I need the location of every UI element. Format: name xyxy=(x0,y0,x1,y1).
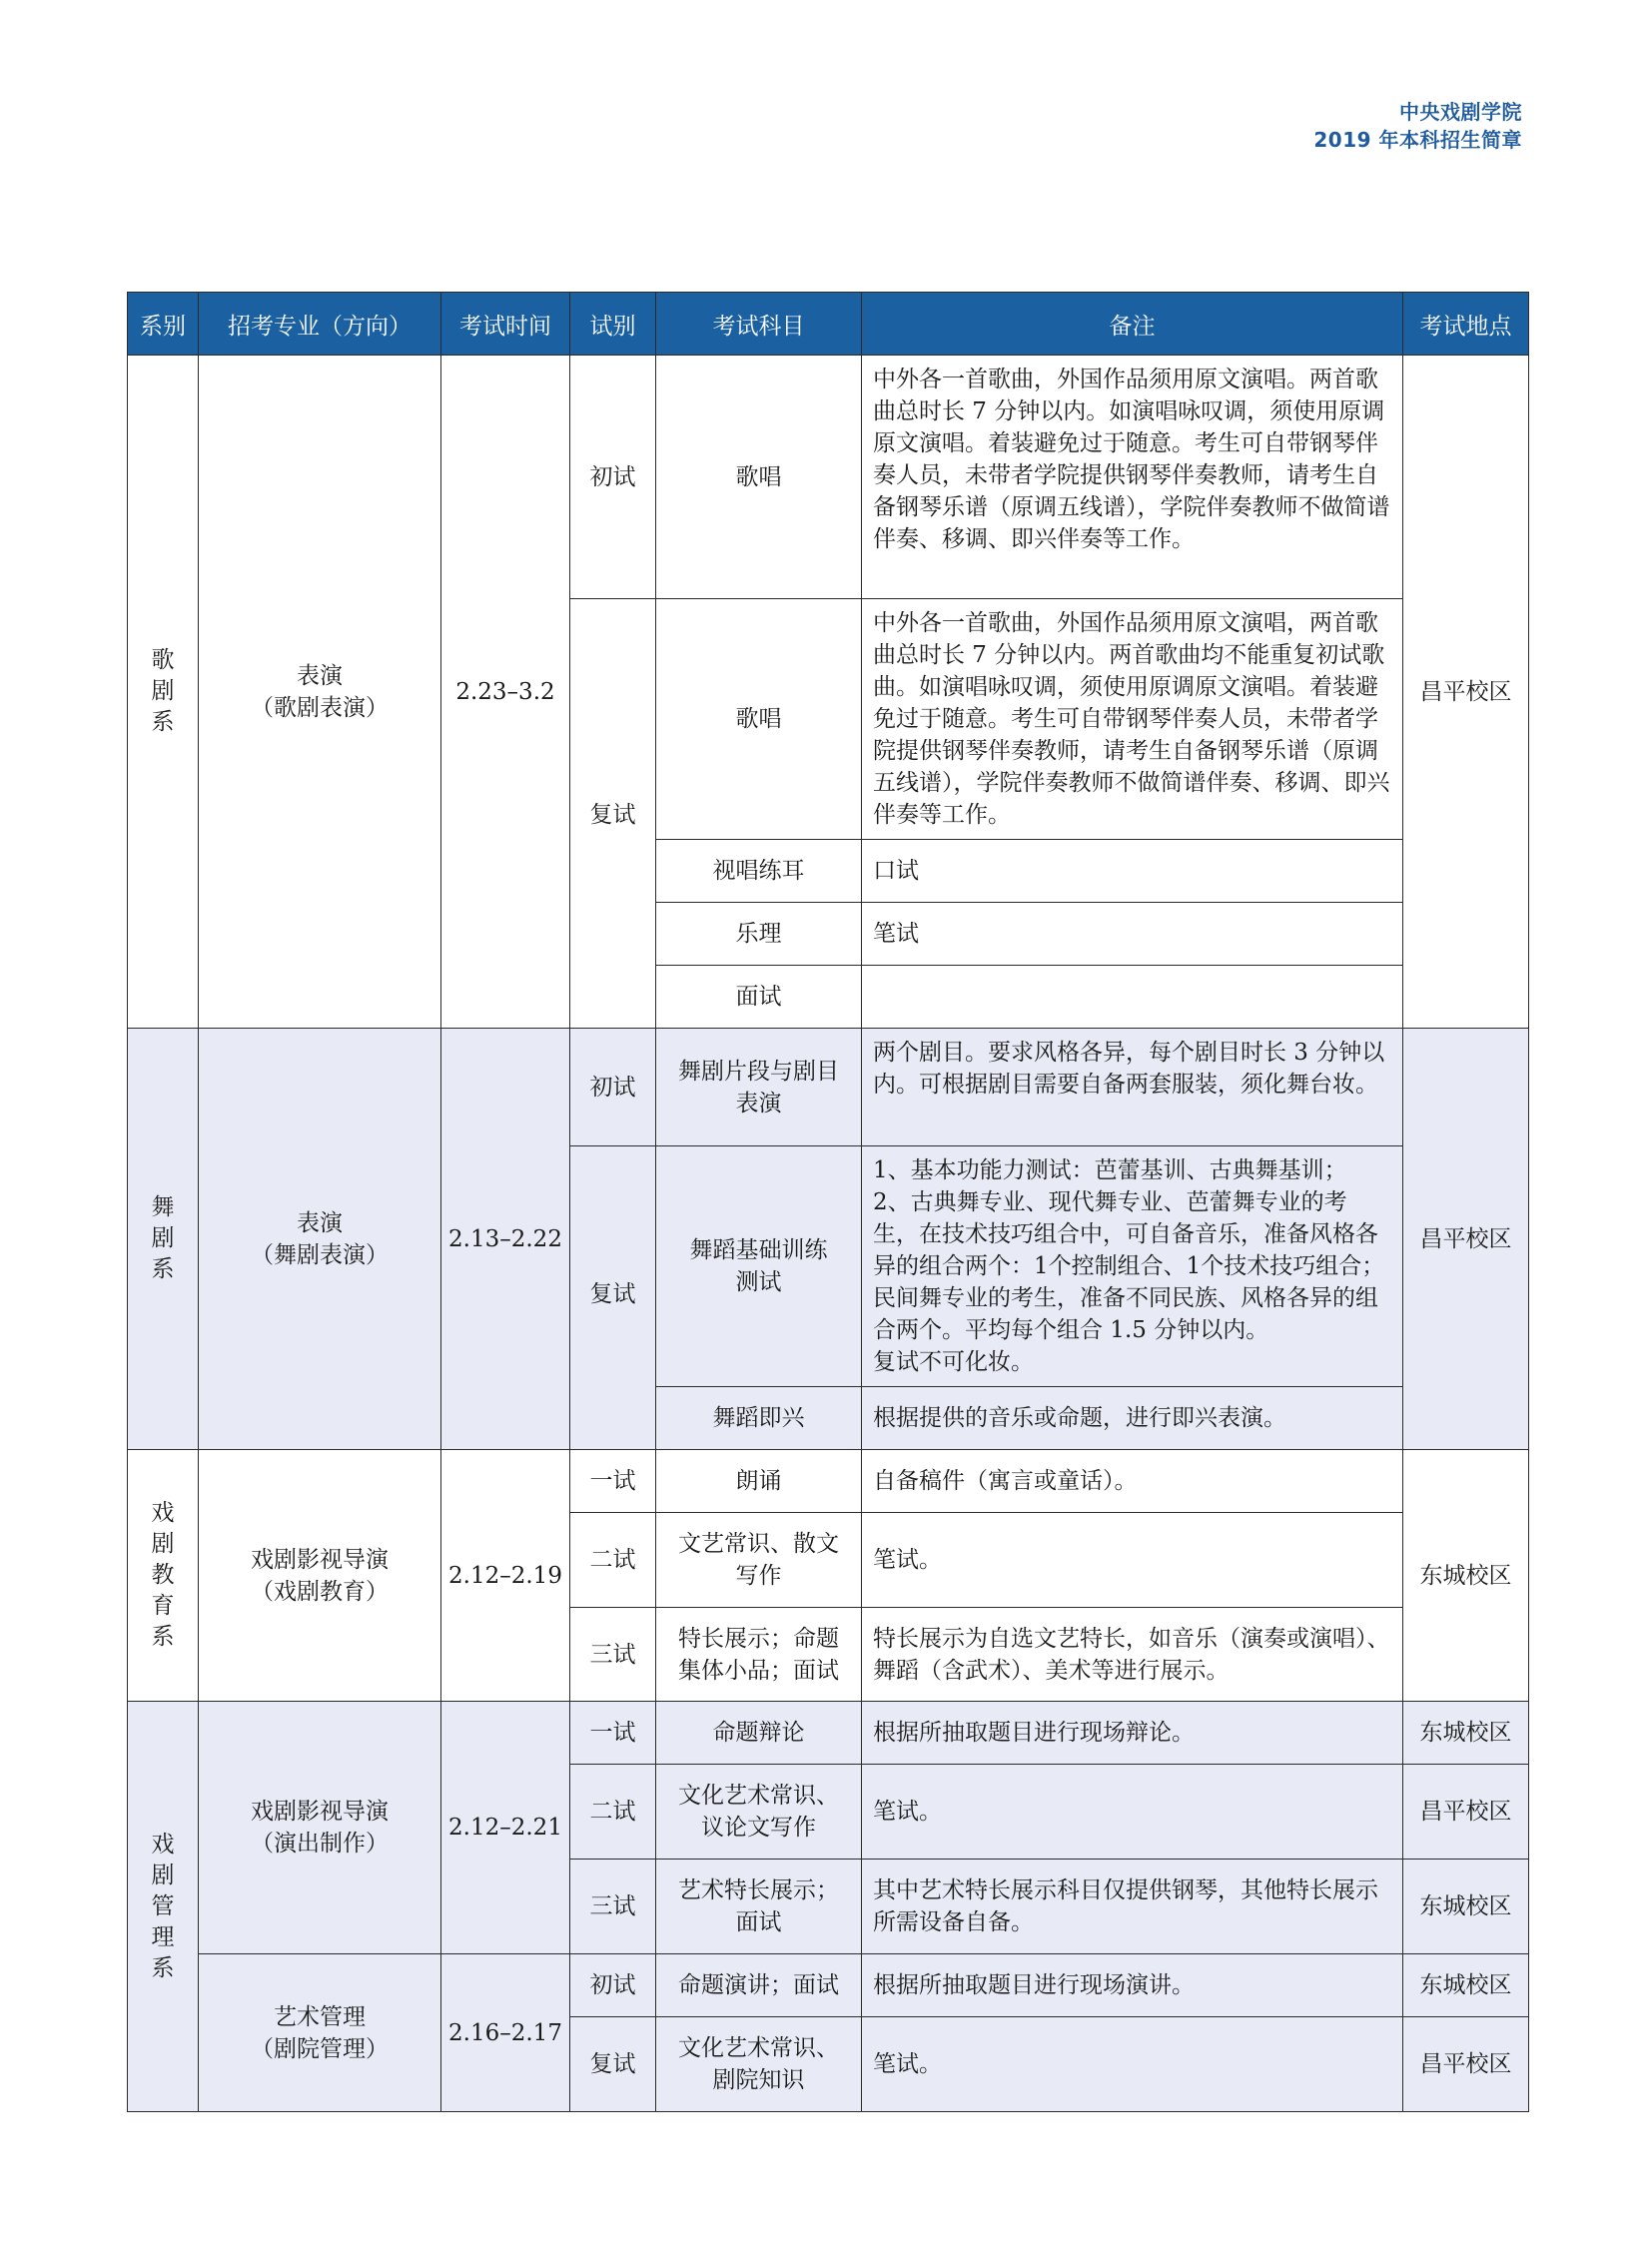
col-header-note: 备注 xyxy=(862,293,1403,356)
subject-cell: 舞蹈基础训练 测试 xyxy=(656,1146,862,1387)
major-cell: 戏剧影视导演 （演出制作） xyxy=(199,1702,441,1954)
major-cell: 艺术管理 （剧院管理） xyxy=(199,1954,441,2112)
table-row xyxy=(128,1702,1529,1765)
round-cell: 一试 xyxy=(570,1450,656,1513)
round-cell: 三试 xyxy=(570,1608,656,1702)
location-cell: 昌平校区 xyxy=(1403,356,1529,1029)
education-section xyxy=(128,1450,1529,1702)
note-cell: 笔试。 xyxy=(862,2017,1403,2112)
subject-cell: 命题辩论 xyxy=(656,1702,862,1765)
note-cell: 自备稿件（寓言或童话）。 xyxy=(862,1450,1403,1513)
table-row xyxy=(128,1954,1529,2017)
round-cell: 一试 xyxy=(570,1702,656,1765)
subject-cell: 艺术特长展示； 面试 xyxy=(656,1860,862,1954)
subject-cell: 文化艺术常识、 剧院知识 xyxy=(656,2017,862,2112)
round-cell: 初试 xyxy=(570,1954,656,2017)
location-cell: 东城校区 xyxy=(1403,1860,1529,1954)
note-cell: 1、基本功能力测试：芭蕾基训、古典舞基训； 2、古典舞专业、现代舞专业、芭蕾舞专业的考生，在技术技巧组合中，可自备音乐，准备风格各异的组合两个：1个控制组合、1个技术技巧组合；民间舞专业的考生，准备不同民族、风格各异的组合两个。平均每个组合 1.5 分钟以内。 复试不可化妆。 xyxy=(862,1146,1403,1387)
col-header-major: 招考专业（方向） xyxy=(199,293,441,356)
page-header xyxy=(1313,98,1522,154)
note-cell: 笔试 xyxy=(862,903,1403,966)
col-header-dept: 系别 xyxy=(128,293,199,356)
round-cell: 二试 xyxy=(570,1765,656,1860)
round-cell: 初试 xyxy=(570,356,656,599)
time-cell: 2.12–2.21 xyxy=(441,1702,570,1954)
note-cell: 笔试。 xyxy=(862,1513,1403,1608)
location-cell: 东城校区 xyxy=(1403,1702,1529,1765)
document-title: 2019 年本科招生简章 xyxy=(1313,128,1522,152)
subject-cell: 朗诵 xyxy=(656,1450,862,1513)
time-cell: 2.16–2.17 xyxy=(441,1954,570,2112)
dept-cell xyxy=(128,1702,199,2112)
note-cell: 中外各一首歌曲，外国作品须用原文演唱，两首歌曲总时长 7 分钟以内。两首歌曲均不能重复初试歌曲。如演唱咏叹调，须使用原调原文演唱。着装避免过于随意。考生可自带钢琴伴奏人员，未带者学院提供钢琴伴奏教师，请考生自备钢琴乐谱（原调五线谱），学院伴奏教师不做简谱伴奏、移调、即兴伴奏等工作。 xyxy=(862,599,1403,840)
time-cell: 2.12–2.19 xyxy=(441,1450,570,1702)
location-cell: 东城校区 xyxy=(1403,1954,1529,2017)
major-cell: 表演 （歌剧表演） xyxy=(199,356,441,1029)
note-cell: 根据所抽取题目进行现场辩论。 xyxy=(862,1702,1403,1765)
dept-cell xyxy=(128,1450,199,1702)
round-cell: 三试 xyxy=(570,1860,656,1954)
dance-section xyxy=(128,1029,1529,1450)
subject-cell: 特长展示；命题 集体小品；面试 xyxy=(656,1608,862,1702)
dept-name: 戏剧管理系 xyxy=(151,1831,175,1981)
subject-cell: 面试 xyxy=(656,966,862,1029)
dept-name: 歌剧系 xyxy=(151,647,175,735)
table-header-row xyxy=(128,293,1529,356)
location-cell: 昌平校区 xyxy=(1403,1765,1529,1860)
table-row xyxy=(128,1029,1529,1146)
time-cell: 2.13–2.22 xyxy=(441,1029,570,1450)
time-cell: 2.23–3.2 xyxy=(441,356,570,1029)
table-row xyxy=(128,356,1529,599)
note-cell: 中外各一首歌曲，外国作品须用原文演唱。两首歌曲总时长 7 分钟以内。如演唱咏叹调，须使用原调原文演唱。着装避免过于随意。考生可自带钢琴伴奏人员，未带者学院提供钢琴伴奏教师，请考生自备钢琴乐谱（原调五线谱），学院伴奏教师不做简谱伴奏、移调、即兴伴奏等工作。 xyxy=(862,356,1403,599)
subject-cell: 视唱练耳 xyxy=(656,840,862,903)
col-header-round: 试别 xyxy=(570,293,656,356)
admission-table xyxy=(127,292,1529,2112)
dept-name: 舞剧系 xyxy=(151,1194,175,1282)
note-cell: 两个剧目。要求风格各异，每个剧目时长 3 分钟以内。可根据剧目需要自备两套服装，须化舞台妆。 xyxy=(862,1029,1403,1146)
subject-cell: 文艺常识、散文 写作 xyxy=(656,1513,862,1608)
round-cell: 复试 xyxy=(570,2017,656,2112)
round-cell: 初试 xyxy=(570,1029,656,1146)
subject-cell: 乐理 xyxy=(656,903,862,966)
round-cell: 复试 xyxy=(570,599,656,1029)
subject-cell: 歌唱 xyxy=(656,356,862,599)
major-cell: 表演 （舞剧表演） xyxy=(199,1029,441,1450)
note-cell: 口试 xyxy=(862,840,1403,903)
location-cell: 东城校区 xyxy=(1403,1450,1529,1702)
opera-section xyxy=(128,356,1529,1029)
note-cell: 特长展示为自选文艺特长，如音乐（演奏或演唱）、舞蹈（含武术）、美术等进行展示。 xyxy=(862,1608,1403,1702)
col-header-time: 考试时间 xyxy=(441,293,570,356)
note-cell: 根据所抽取题目进行现场演讲。 xyxy=(862,1954,1403,2017)
location-cell: 昌平校区 xyxy=(1403,1029,1529,1450)
dept-cell xyxy=(128,1029,199,1450)
round-cell: 复试 xyxy=(570,1146,656,1450)
dept-cell xyxy=(128,356,199,1029)
subject-cell: 舞蹈即兴 xyxy=(656,1387,862,1450)
school-name: 中央戏剧学院 xyxy=(1399,100,1522,124)
col-header-subject: 考试科目 xyxy=(656,293,862,356)
col-header-location: 考试地点 xyxy=(1403,293,1529,356)
major-cell: 戏剧影视导演 （戏剧教育） xyxy=(199,1450,441,1702)
dept-name: 戏剧教育系 xyxy=(151,1500,175,1650)
table-row xyxy=(128,1450,1529,1513)
subject-cell: 命题演讲；面试 xyxy=(656,1954,862,2017)
note-cell: 其中艺术特长展示科目仅提供钢琴，其他特长展示所需设备自备。 xyxy=(862,1860,1403,1954)
location-cell: 昌平校区 xyxy=(1403,2017,1529,2112)
subject-cell: 舞剧片段与剧目 表演 xyxy=(656,1029,862,1146)
round-cell: 二试 xyxy=(570,1513,656,1608)
note-cell: 笔试。 xyxy=(862,1765,1403,1860)
subject-cell: 文化艺术常识、 议论文写作 xyxy=(656,1765,862,1860)
note-cell: 根据提供的音乐或命题，进行即兴表演。 xyxy=(862,1387,1403,1450)
note-cell xyxy=(862,966,1403,1029)
management-section xyxy=(128,1702,1529,2112)
subject-cell: 歌唱 xyxy=(656,599,862,840)
